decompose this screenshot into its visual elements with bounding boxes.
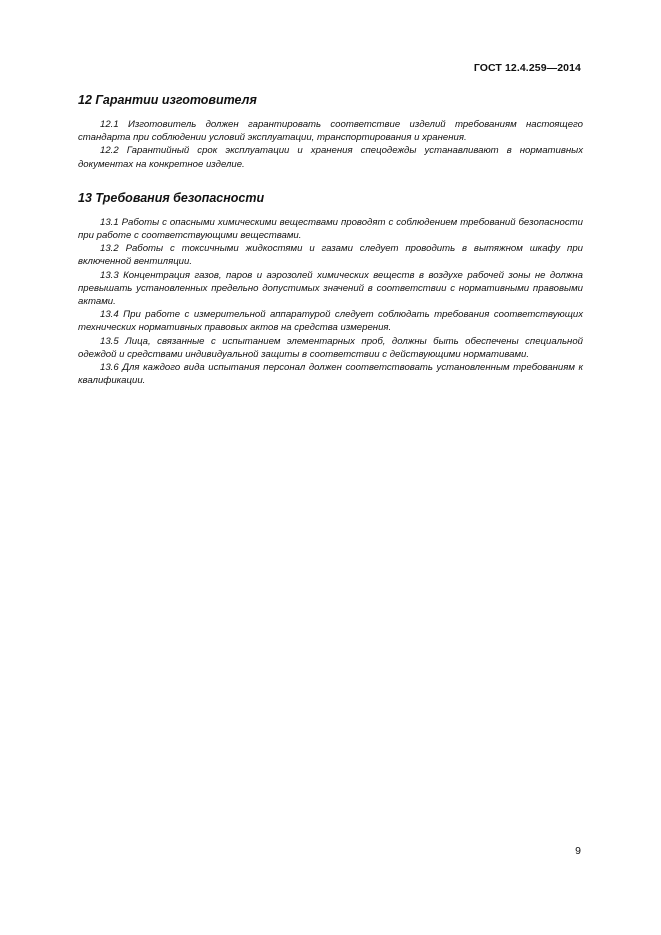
paragraph-13-4: 13.4 При работе с измерительной аппаратурой следует соблюдать требования соответствующих технических нормативных правовых актов на средства измерения. <box>78 309 583 334</box>
paragraph-12-1: 12.1 Изготовитель должен гарантировать соответствие изделий требованиям настоящего стандарта при соблюдении условий эксплуатации, транспортирования и хранения. <box>78 119 583 144</box>
paragraph-13-5: 13.5 Лица, связанные с испытанием элементарных проб, должны быть обеспечены специальной одеждой и средствами индивидуальной защиты в соответствии с действующими нормативами. <box>78 335 583 360</box>
paragraph-13-2: 13.2 Работы с токсичными жидкостями и газами следует проводить в вытяжном шкафу при включенной вентиляции. <box>78 243 583 268</box>
document-id: ГОСТ 12.4.259—2014 <box>473 62 581 74</box>
paragraph-12-2: 12.2 Гарантийный срок эксплуатации и хранения спецодежды устанавливают в нормативных документах на конкретное изделие. <box>78 145 583 170</box>
paragraph-13-6: 13.6 Для каждого вида испытания персонал должен соответствовать установленным требованиям к квалификации. <box>78 362 583 387</box>
section-safety-requirements <box>78 191 583 388</box>
section-title: 13 Требования безопасности <box>78 190 265 205</box>
section-manufacturer-guarantees <box>78 93 583 171</box>
paragraph-13-1: 13.1 Работы с опасными химическими веществами проводят с соблюдением требований безопасности при работе с соответствующими веществами. <box>78 216 583 242</box>
section-title: 12 Гарантии изготовителя <box>78 93 257 107</box>
content <box>78 93 583 387</box>
paragraph-13-3: 13.3 Концентрация газов, паров и аэрозолей химических веществ в воздухе рабочей зоны не должна превышать установленных предельно допустимых значений в соответствии с нормативными правовыми актами. <box>78 269 583 308</box>
page-number: 9 <box>575 845 581 857</box>
